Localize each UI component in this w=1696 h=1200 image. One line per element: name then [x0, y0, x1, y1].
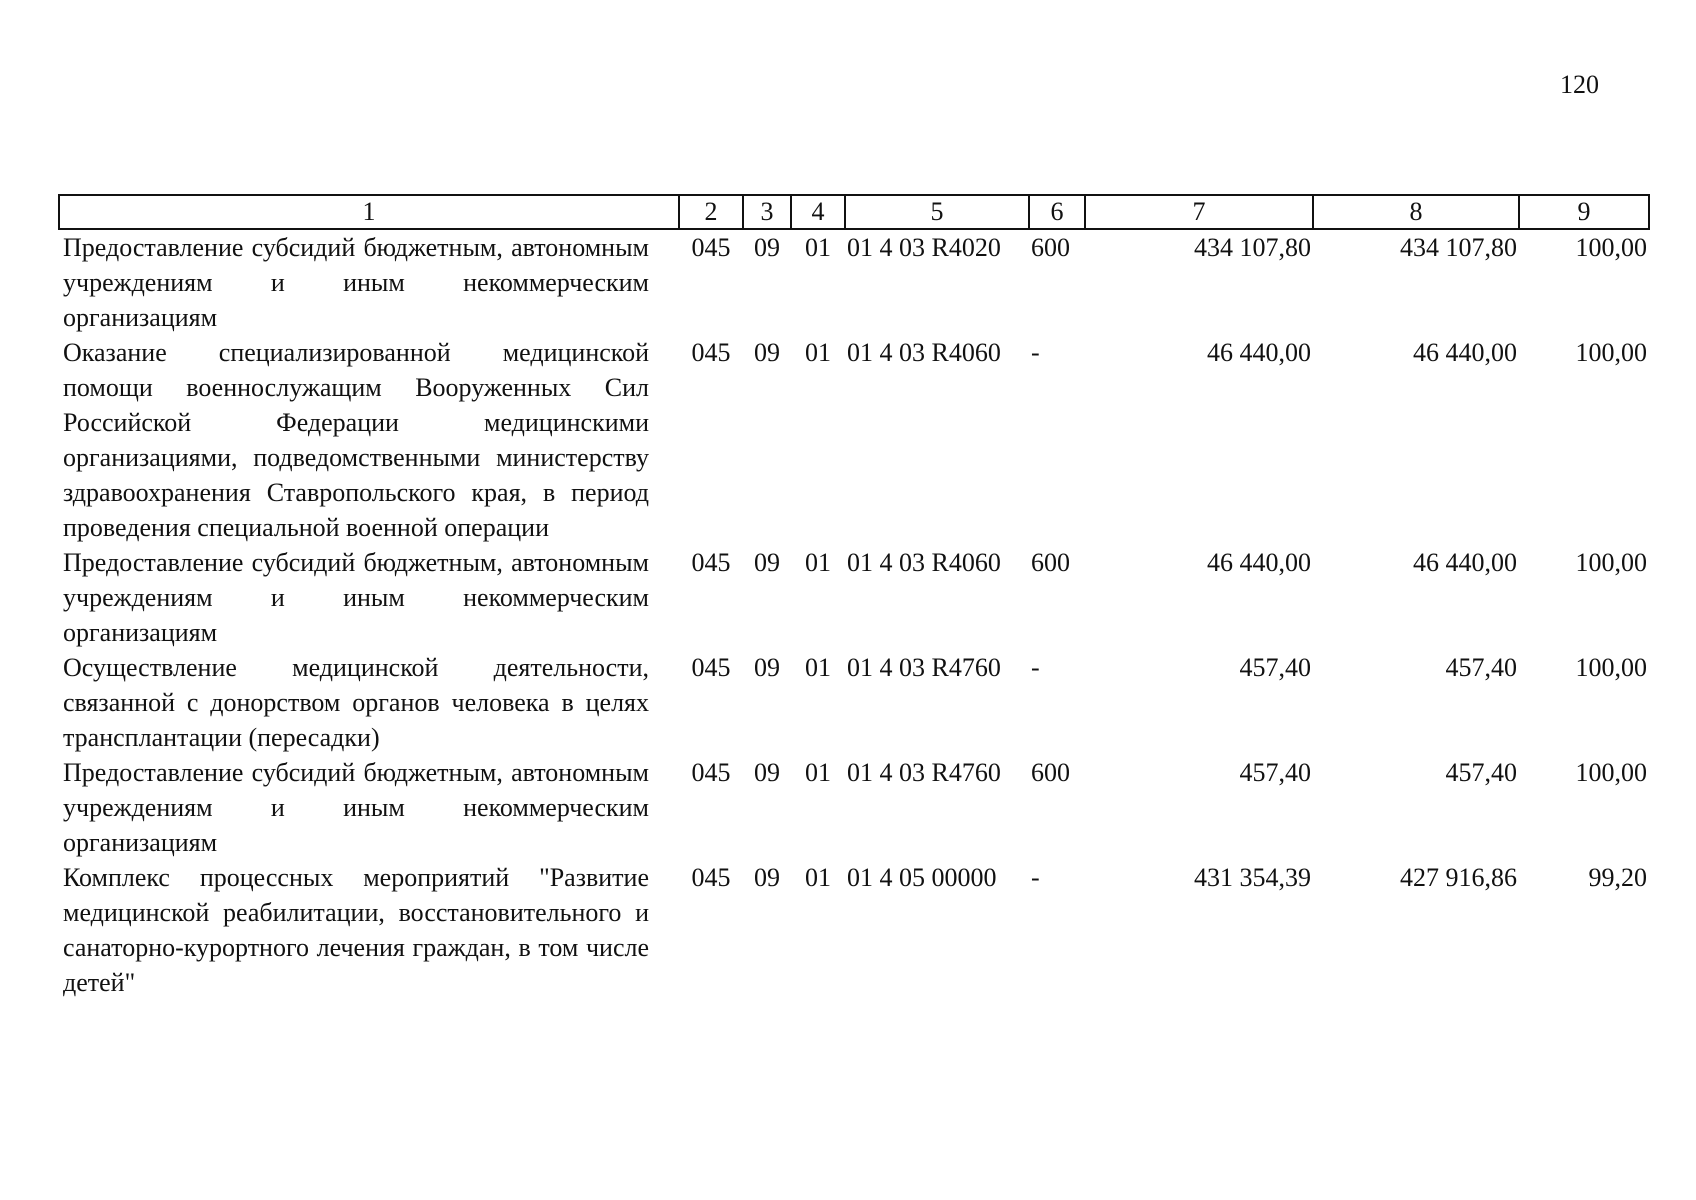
row-ministry: 045 [691, 338, 731, 367]
column-header-7: 7 [1085, 195, 1313, 229]
row-expense-type: - [1031, 653, 1040, 682]
row-target: 01 4 03 R4060 [847, 338, 1001, 367]
row-planned: 457,40 [1239, 653, 1311, 682]
row-section: 09 [754, 548, 780, 577]
row-expense-type: 600 [1031, 758, 1070, 787]
row-planned: 46 440,00 [1207, 548, 1311, 577]
row-percent: 99,20 [1588, 863, 1647, 892]
table-row [59, 860, 1649, 1000]
row-description: Комплекс процессных мероприятий "Развитие медицинской реабилитации, восстановительного и санаторно-курортного лечения граждан, в том числе детей" [63, 863, 649, 997]
column-header-6: 6 [1029, 195, 1085, 229]
row-planned: 434 107,80 [1194, 233, 1311, 262]
row-planned: 431 354,39 [1194, 863, 1311, 892]
table-row [59, 229, 1649, 335]
row-target: 01 4 03 R4020 [847, 233, 1001, 262]
row-section: 09 [754, 758, 780, 787]
row-subsection: 01 [805, 338, 831, 367]
row-executed: 457,40 [1445, 653, 1517, 682]
row-executed: 434 107,80 [1400, 233, 1517, 262]
row-ministry: 045 [691, 233, 731, 262]
table-row [59, 650, 1649, 755]
row-ministry: 045 [691, 548, 731, 577]
row-section: 09 [754, 863, 780, 892]
row-section: 09 [754, 233, 780, 262]
row-expense-type: - [1031, 863, 1040, 892]
row-target: 01 4 03 R4760 [847, 758, 1001, 787]
row-percent: 100,00 [1575, 338, 1647, 367]
row-section: 09 [754, 338, 780, 367]
row-description: Предоставление субсидий бюджетным, автономным учреждениям и иным некоммерческим организациям [63, 548, 649, 647]
column-header-1: 1 [59, 195, 679, 229]
row-percent: 100,00 [1575, 653, 1647, 682]
table-header-row [59, 195, 1649, 229]
row-expense-type: 600 [1031, 548, 1070, 577]
row-description: Осуществление медицинской деятельности, связанной с донорством органов человека в целях трансплантации (пересадки) [63, 653, 649, 752]
column-header-8: 8 [1313, 195, 1519, 229]
row-description: Предоставление субсидий бюджетным, автономным учреждениям и иным некоммерческим организациям [63, 758, 649, 857]
row-ministry: 045 [691, 653, 731, 682]
column-header-2: 2 [679, 195, 743, 229]
row-executed: 46 440,00 [1413, 548, 1517, 577]
row-percent: 100,00 [1575, 548, 1647, 577]
row-subsection: 01 [805, 653, 831, 682]
column-header-4: 4 [791, 195, 845, 229]
table-row [59, 755, 1649, 860]
column-header-3: 3 [743, 195, 791, 229]
row-executed: 46 440,00 [1413, 338, 1517, 367]
row-section: 09 [754, 653, 780, 682]
row-description: Предоставление субсидий бюджетным, автономным учреждениям и иным некоммерческим организациям [63, 233, 649, 332]
row-subsection: 01 [805, 863, 831, 892]
row-percent: 100,00 [1575, 758, 1647, 787]
row-subsection: 01 [805, 548, 831, 577]
row-subsection: 01 [805, 233, 831, 262]
table-row [59, 545, 1649, 650]
budget-table [58, 194, 1650, 1000]
table-row [59, 335, 1649, 545]
row-percent: 100,00 [1575, 233, 1647, 262]
column-header-9: 9 [1519, 195, 1649, 229]
row-expense-type: 600 [1031, 233, 1070, 262]
page-number: 120 [1560, 70, 1599, 99]
row-executed: 427 916,86 [1400, 863, 1517, 892]
row-target: 01 4 03 R4060 [847, 548, 1001, 577]
row-ministry: 045 [691, 863, 731, 892]
row-ministry: 045 [691, 758, 731, 787]
row-expense-type: - [1031, 338, 1040, 367]
row-planned: 46 440,00 [1207, 338, 1311, 367]
row-executed: 457,40 [1445, 758, 1517, 787]
row-planned: 457,40 [1239, 758, 1311, 787]
row-target: 01 4 03 R4760 [847, 653, 1001, 682]
row-subsection: 01 [805, 758, 831, 787]
row-target: 01 4 05 00000 [847, 863, 997, 892]
column-header-5: 5 [845, 195, 1029, 229]
row-description: Оказание специализированной медицинской помощи военнослужащим Вооруженных Сил Российской Федерации медицинскими организациями, подведомственными министерству здравоохранения Ставропольского края, в период проведения специальной военной операции [63, 338, 649, 542]
